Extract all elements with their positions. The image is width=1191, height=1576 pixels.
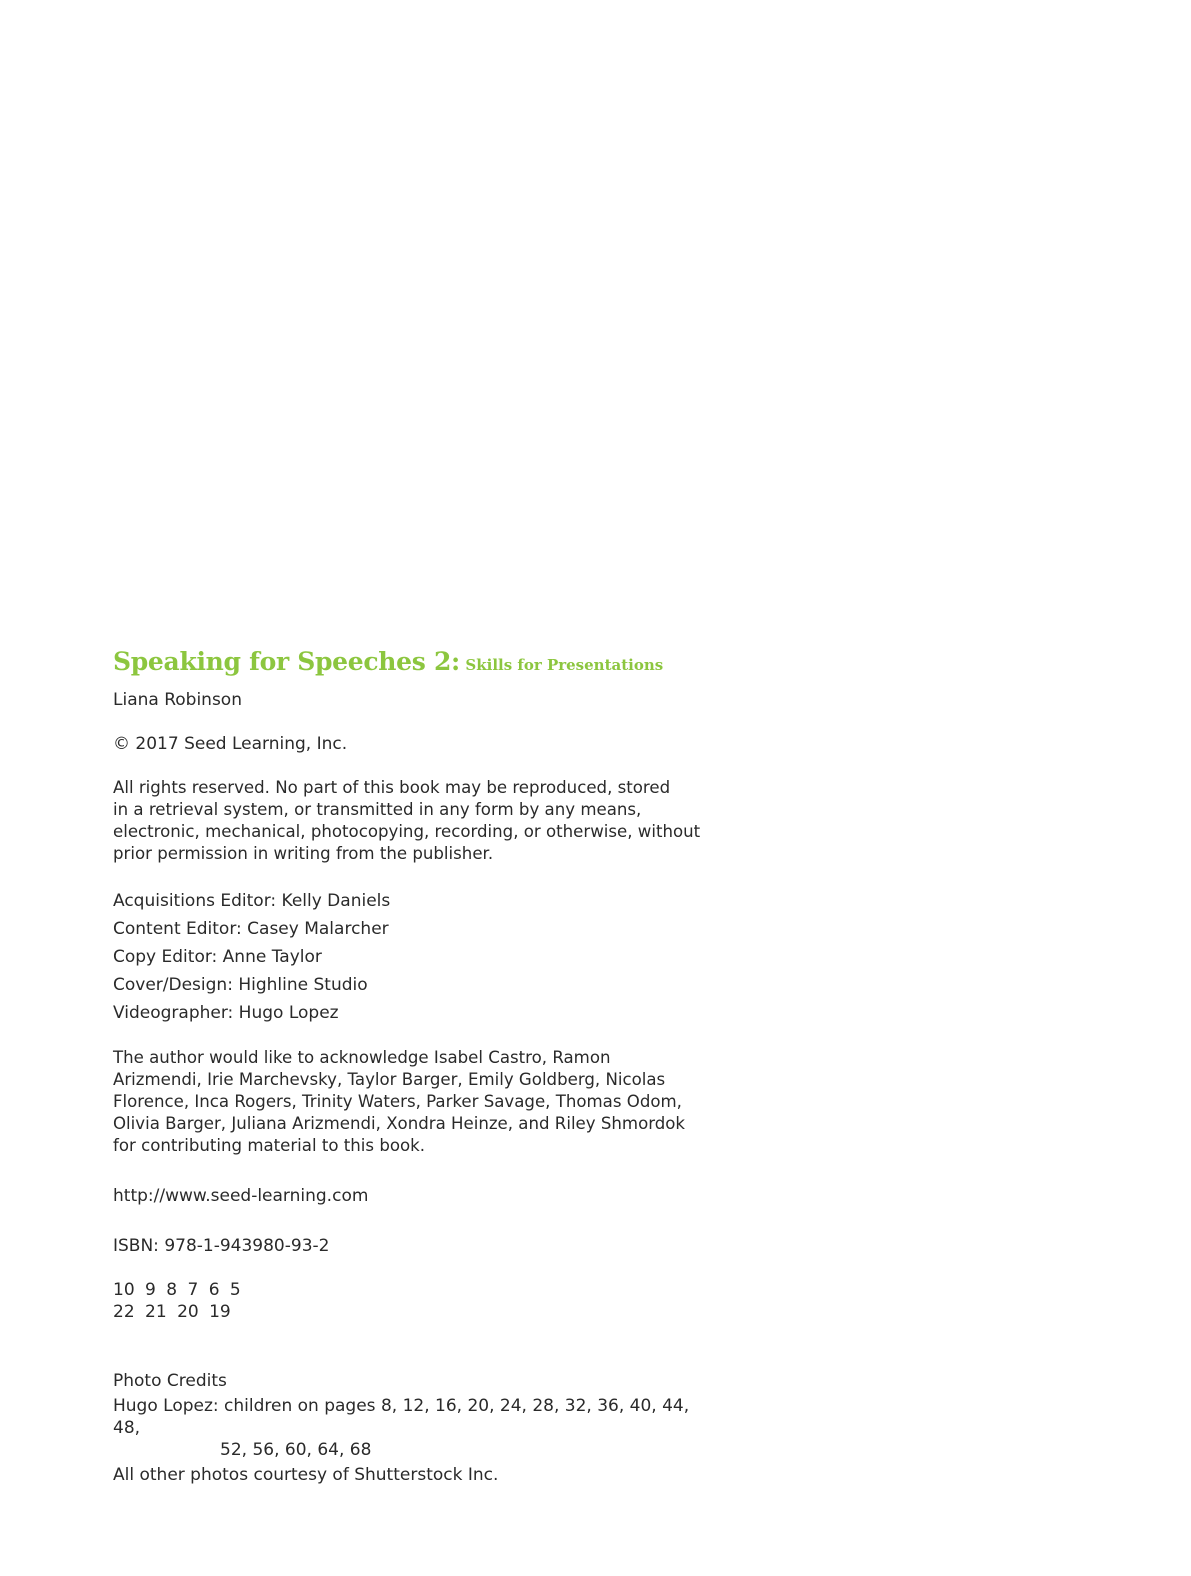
photo-credit-line: Hugo Lopez: children on pages 8, 12, 16, 20, 24, 28, 32, 36, 40, 44, 48, — [113, 1396, 690, 1438]
photo-credit-line-continued: 52, 56, 60, 64, 68 — [220, 1440, 372, 1460]
acknowledgment-line: Arizmendi, Irie Marchevsky, Taylor Barger, Emily Goldberg, Nicolas — [113, 1070, 666, 1089]
photo-credits-heading: Photo Credits — [113, 1371, 227, 1391]
rights-line: prior permission in writing from the publisher. — [113, 844, 494, 863]
copyright-page — [113, 646, 713, 1489]
acknowledgment-line: The author would like to acknowledge Isabel Castro, Ramon — [113, 1048, 611, 1067]
staff-credits — [113, 887, 713, 1027]
printing-line: 22 21 20 19 — [113, 1302, 231, 1322]
photo-credits — [113, 1367, 713, 1489]
rights-line: All rights reserved. No part of this book may be reproduced, stored — [113, 778, 671, 797]
credit-copy-editor: Copy Editor: Anne Taylor — [113, 947, 322, 967]
website-url: http://www.seed-learning.com — [113, 1186, 369, 1206]
rights-statement — [113, 777, 713, 865]
rights-line: electronic, mechanical, photocopying, recording, or otherwise, without — [113, 822, 701, 841]
credit-acquisitions-editor: Acquisitions Editor: Kelly Daniels — [113, 891, 391, 911]
book-subtitle: Skills for Presentations — [465, 656, 664, 674]
photo-credit-other: All other photos courtesy of Shutterstock Inc. — [113, 1465, 499, 1485]
credit-videographer: Videographer: Hugo Lopez — [113, 1003, 339, 1023]
printing-line: 10 9 8 7 6 5 — [113, 1280, 241, 1300]
copyright-notice: © 2017 Seed Learning, Inc. — [113, 734, 348, 754]
credit-cover-design: Cover/Design: Highline Studio — [113, 975, 368, 995]
book-title — [113, 646, 713, 681]
acknowledgment-line: Olivia Barger, Juliana Arizmendi, Xondra Heinze, and Riley Shmordok — [113, 1114, 686, 1133]
book-title-main: Speaking for Speeches 2: — [113, 647, 460, 676]
acknowledgment-line: for contributing material to this book. — [113, 1136, 426, 1155]
acknowledgment — [113, 1047, 713, 1157]
rights-line: in a retrieval system, or transmitted in any form by any means, — [113, 800, 642, 819]
credit-content-editor: Content Editor: Casey Malarcher — [113, 919, 389, 939]
photo-credit-hugo-lopez — [113, 1395, 713, 1461]
isbn: ISBN: 978-1-943980-93-2 — [113, 1236, 330, 1256]
printing-numbers — [113, 1279, 713, 1323]
acknowledgment-line: Florence, Inca Rogers, Trinity Waters, Parker Savage, Thomas Odom, — [113, 1092, 682, 1111]
author-name: Liana Robinson — [113, 690, 242, 710]
